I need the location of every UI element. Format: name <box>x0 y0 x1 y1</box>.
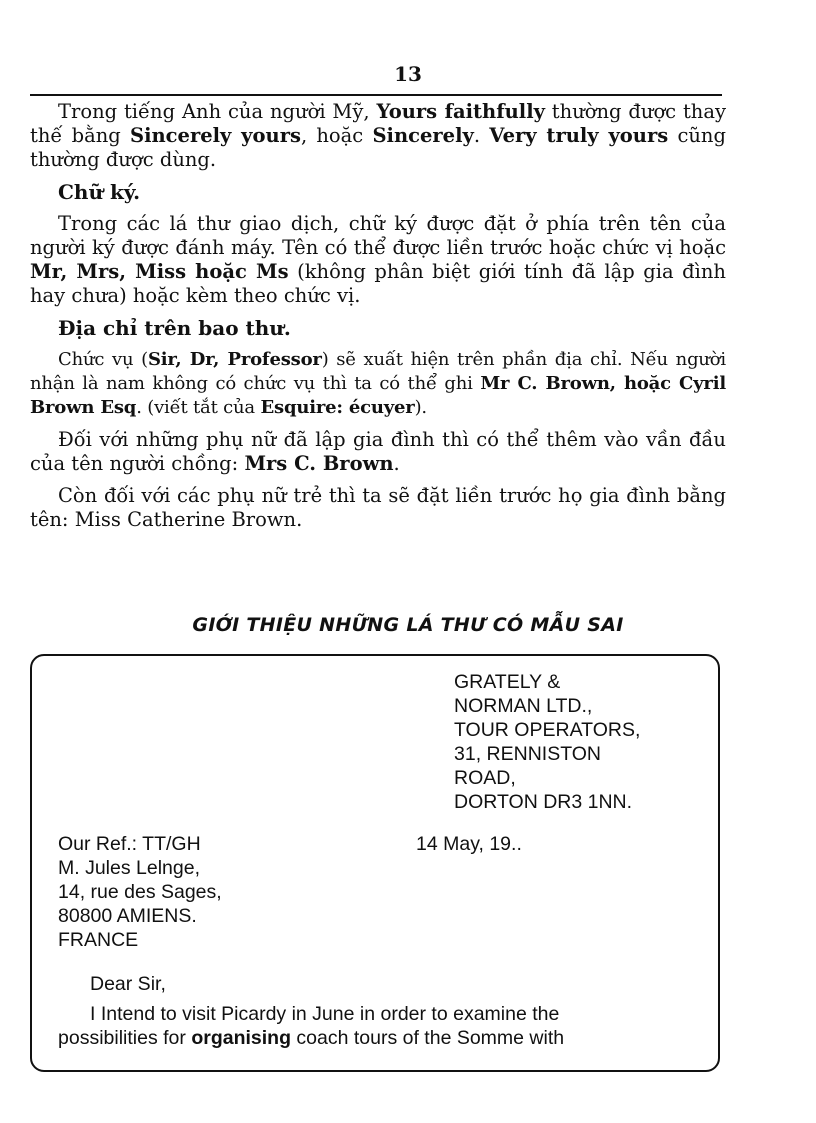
sender-line: TOUR OPERATORS, <box>454 719 641 741</box>
sender-line: DORTON DR3 1NN. <box>454 791 633 813</box>
bold-term: Mr, Mrs, Miss hoặc Ms <box>30 260 289 283</box>
bold-term: Sincerely <box>372 124 474 147</box>
paragraph-signature <box>30 212 726 308</box>
recipient-block <box>58 832 398 952</box>
sender-line: 31, RENNISTON <box>454 743 602 765</box>
text-run: ). <box>414 397 427 418</box>
recipient-line: 14, rue des Sages, <box>58 881 222 903</box>
text-run: . <box>473 124 490 147</box>
section-title: GIỚI THIỆU NHỮNG LÁ THƯ CÓ MẪU SAI <box>192 614 624 636</box>
sender-line: NORMAN LTD., <box>454 695 593 717</box>
bold-term: Esquire: écuyer <box>260 397 415 418</box>
text-run: Đối với những phụ nữ đã lập gia đình thì có thể thêm vào vần đầu của tên người chồng: <box>30 428 726 475</box>
recipient-line: M. Jules Lelnge, <box>58 857 200 879</box>
text-run: . <box>393 452 400 475</box>
heading-signature: Chữ ký. <box>58 180 141 204</box>
salutation: Dear Sir, <box>90 973 166 995</box>
text-run: Chức vụ ( <box>58 349 148 370</box>
bold-term: Very truly yours <box>489 124 669 147</box>
sender-line: GRATELY & <box>454 671 561 693</box>
recipient-line: 80800 AMIENS. <box>58 905 197 927</box>
text-run: Trong các lá thư giao dịch, chữ ký được đặt ở phía trên tên của người ký được đánh máy. Tên có thể được liền trước hoặc chức vị hoặc <box>30 212 726 259</box>
letter-date: 14 May, 19.. <box>416 833 522 855</box>
text-run: (không phân biệt giới tính đã lập gia đình hay chưa) hoặc kèm theo chức vị. <box>30 260 726 307</box>
bold-term: Mr C. Brown, hoặc Cyril Brown Esq <box>30 373 726 418</box>
letter-body <box>58 1002 708 1050</box>
text-run: . (viết tắt của <box>136 397 261 418</box>
letter-body-line <box>58 1026 708 1050</box>
page-number: 13 <box>394 62 422 86</box>
paragraph-envelope-address <box>30 348 726 420</box>
document-body <box>30 100 726 540</box>
text-run: Trong tiếng Anh của người Mỹ, <box>58 100 377 123</box>
recipient-line: FRANCE <box>58 929 139 951</box>
text-run: , hoặc <box>300 124 373 147</box>
heading-envelope-address: Địa chỉ trên bao thư. <box>58 316 291 340</box>
header-rule <box>30 94 722 96</box>
bold-term: organising <box>191 1027 291 1049</box>
text-run: cũng thường được dùng. <box>30 124 726 171</box>
bold-term: Sincerely yours <box>130 124 301 147</box>
bold-term: Mrs C. Brown <box>244 452 394 475</box>
paragraph-young-women: Còn đối với các phụ nữ trẻ thì ta sẽ đặt liền trước họ gia đình bằng tên: Miss Catherine Brown. <box>30 484 726 531</box>
reference-line: Our Ref.: TT/GH <box>58 833 201 855</box>
bold-term: Sir, Dr, Professor <box>147 349 322 370</box>
paragraph-american-closings <box>30 100 726 172</box>
text-run: possibilities for <box>58 1027 192 1049</box>
text-run: ) sẽ xuất hiện trên phần địa chỉ. Nếu người nhận là nam không có chức vụ thì ta có thể ghi <box>30 349 726 394</box>
sender-address <box>454 670 714 814</box>
bold-term: Yours faithfully <box>376 100 545 123</box>
paragraph-married-women <box>30 428 726 476</box>
sample-letter-box <box>30 654 720 1072</box>
text-run: thường được thay thế bằng <box>30 100 727 147</box>
sender-line: ROAD, <box>454 767 516 789</box>
letter-body-line: I Intend to visit Picardy in June in order to examine the <box>90 1003 560 1025</box>
text-run: coach tours of the Somme with <box>290 1027 565 1049</box>
